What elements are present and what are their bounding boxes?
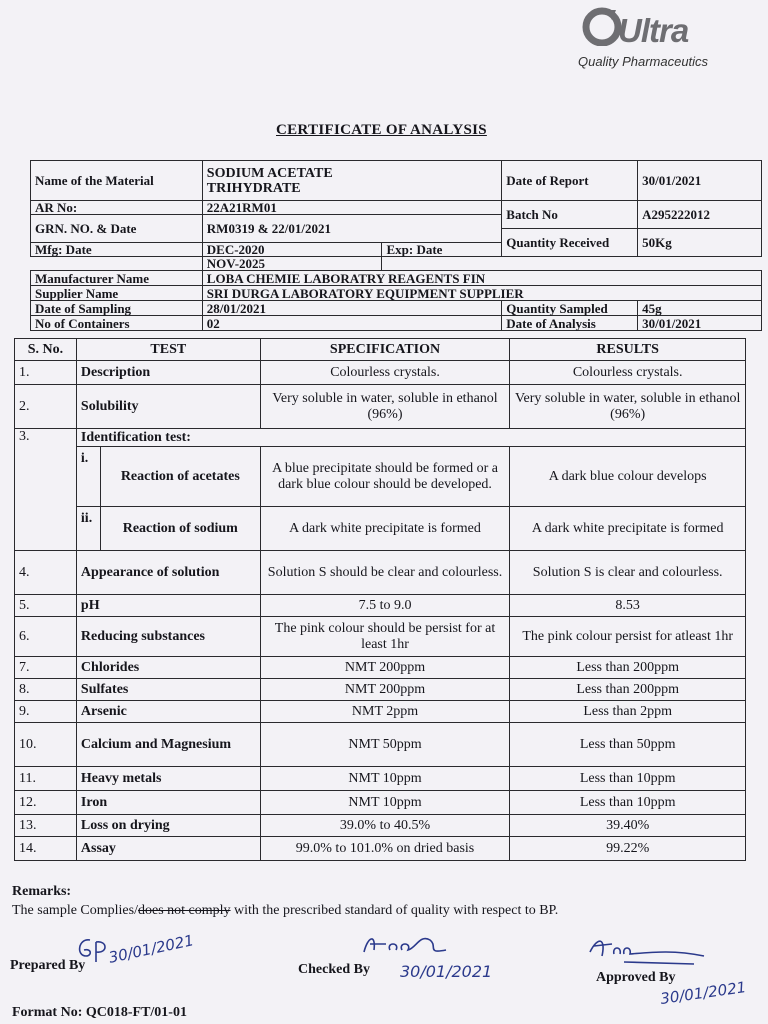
sub-row-specification: A blue precipitate should be formed or a dark blue colour should be developed. (260, 447, 510, 507)
row-sno: 9. (15, 701, 77, 723)
row-result: Colourless crystals. (510, 361, 746, 385)
header-sno: S. No. (15, 339, 77, 361)
sub-row-result: A dark white precipitate is formed (510, 507, 746, 551)
table-row (15, 361, 746, 385)
row-result: Very soluble in water, soluble in ethanol (96%) (510, 385, 746, 429)
sub-row-test: Reaction of sodium (100, 507, 260, 551)
row-specification: NMT 50ppm (260, 723, 510, 767)
row-test: Loss on drying (76, 815, 260, 837)
row-specification: 7.5 to 9.0 (260, 595, 510, 617)
table-row (15, 815, 746, 837)
logo-name: Ultra (618, 12, 689, 49)
row-test: Assay (76, 837, 260, 861)
row-sno: 4. (15, 551, 77, 595)
row-sno: 13. (15, 815, 77, 837)
table-row (15, 679, 746, 701)
supplier-label: Supplier Name (31, 286, 203, 301)
table-row (15, 429, 746, 447)
table-row (15, 791, 746, 815)
row-sno: 12. (15, 791, 77, 815)
row-specification: Very soluble in water, soluble in ethanol (96%) (260, 385, 510, 429)
row-specification: Colourless crystals. (260, 361, 510, 385)
quantity-sampled-label: Quantity Sampled (502, 301, 638, 316)
sub-row-number: i. (76, 447, 100, 507)
manufacturer-value: LOBA CHEMIE LABORATRY REAGENTS FIN (202, 271, 761, 286)
supplier-value: SRI DURGA LABORATORY EQUIPMENT SUPPLIER (202, 286, 761, 301)
sub-row-number: ii. (76, 507, 100, 551)
row-test: Iron (76, 791, 260, 815)
header-specification: SPECIFICATION (260, 339, 510, 361)
ultra-logo-icon (582, 6, 622, 46)
row-test: Calcium and Magnesium (76, 723, 260, 767)
date-of-report-label: Date of Report (502, 161, 638, 201)
name-value (202, 161, 502, 201)
row-specification: NMT 10ppm (260, 767, 510, 791)
row-test: Chlorides (76, 657, 260, 679)
row-result: 99.22% (510, 837, 746, 861)
approved-signature-icon (584, 932, 714, 972)
row-test: Description (76, 361, 260, 385)
row-sno: 10. (15, 723, 77, 767)
row-test: Heavy metals (76, 767, 260, 791)
batch-label: Batch No (502, 201, 638, 229)
row-result: Less than 200ppm (510, 679, 746, 701)
row-specification: 39.0% to 40.5% (260, 815, 510, 837)
grn-label: GRN. NO. & Date (31, 215, 203, 243)
ar-label: AR No: (31, 201, 203, 215)
table-row (15, 723, 746, 767)
exp-label: Exp: Date (382, 243, 502, 257)
row-sno: 1. (15, 361, 77, 385)
batch-value: A295222012 (638, 201, 762, 229)
row-test: Appearance of solution (76, 551, 260, 595)
row-sno: 3. (15, 429, 77, 551)
checked-signature-icon (356, 930, 466, 962)
logo-tagline: Quality Pharmaceutics (578, 54, 709, 69)
remarks-text-part-1: The sample Complies/ (12, 903, 138, 918)
format-number: Format No: QC018-FT/01-01 (12, 1005, 187, 1020)
row-result: Less than 10ppm (510, 767, 746, 791)
row-test: Reducing substances (76, 617, 260, 657)
row-specification: NMT 200ppm (260, 657, 510, 679)
analysis-label: Date of Analysis (502, 316, 638, 331)
row-result: Solution S is clear and colourless. (510, 551, 746, 595)
document-title: CERTIFICATE OF ANALYSIS (276, 122, 487, 138)
row-sno: 8. (15, 679, 77, 701)
row-result: 8.53 (510, 595, 746, 617)
exp-value-spacer (31, 257, 203, 271)
table-row (15, 447, 746, 507)
row-result: Less than 200ppm (510, 657, 746, 679)
approved-date: 30/01/2021 (659, 978, 748, 1008)
row-test: Arsenic (76, 701, 260, 723)
quantity-received-label: Quantity Received (502, 229, 638, 257)
table-row (15, 595, 746, 617)
row-sno: 5. (15, 595, 77, 617)
row-test: pH (76, 595, 260, 617)
row-specification: The pink colour should be persist for at least 1hr (260, 617, 510, 657)
checked-by-label: Checked By (298, 962, 370, 977)
row-sno: 14. (15, 837, 77, 861)
company-logo (574, 4, 734, 76)
table-row (15, 767, 746, 791)
row-result: Less than 50ppm (510, 723, 746, 767)
row-sno: 2. (15, 385, 77, 429)
remarks-heading: Remarks: (12, 884, 72, 899)
header-results: RESULTS (510, 339, 746, 361)
checked-date: 30/01/2021 (400, 962, 493, 981)
quantity-received-value: 50Kg (638, 229, 762, 257)
prepared-by-label: Prepared By (10, 958, 86, 973)
material-info-table (30, 160, 762, 331)
prepared-date: 30/01/2021 (107, 931, 196, 967)
containers-label: No of Containers (31, 316, 203, 331)
exp-value: NOV-2025 (202, 257, 382, 271)
remarks-text (12, 903, 558, 919)
name-label: Name of the Material (31, 161, 203, 201)
sub-row-result: A dark blue colour develops (510, 447, 746, 507)
name-value-line-1: SODIUM ACETATE (206, 165, 333, 181)
header-test: TEST (76, 339, 260, 361)
row-sno: 6. (15, 617, 77, 657)
sampling-value: 28/01/2021 (202, 301, 502, 316)
table-row (15, 701, 746, 723)
remarks-text-part-2: with the prescribed standard of quality with respect to BP. (230, 903, 559, 918)
row-result: Less than 10ppm (510, 791, 746, 815)
row-result: Less than 2ppm (510, 701, 746, 723)
row-sno: 11. (15, 767, 77, 791)
table-row (15, 551, 746, 595)
mfg-value: DEC-2020 (202, 243, 382, 257)
row-specification: NMT 200ppm (260, 679, 510, 701)
table-row (15, 385, 746, 429)
remarks-struck-text: does not comply (137, 903, 231, 918)
table-row (15, 837, 746, 861)
table-row (15, 617, 746, 657)
ar-value: 22A21RM01 (202, 201, 502, 215)
manufacturer-label: Manufacturer Name (31, 271, 203, 286)
test-results-table (14, 338, 746, 861)
table-row (15, 507, 746, 551)
analysis-value: 30/01/2021 (638, 316, 762, 331)
table-row (15, 657, 746, 679)
row-specification: Solution S should be clear and colourless. (260, 551, 510, 595)
row-sno: 7. (15, 657, 77, 679)
sampling-label: Date of Sampling (31, 301, 203, 316)
date-of-report-value: 30/01/2021 (638, 161, 762, 201)
sub-row-test: Reaction of acetates (100, 447, 260, 507)
name-value-line-2: TRIHYDRATE (206, 180, 301, 196)
sub-row-specification: A dark white precipitate is formed (260, 507, 510, 551)
row-test: Identification test: (76, 429, 745, 447)
row-result: The pink colour persist for atleast 1hr (510, 617, 746, 657)
mfg-label: Mfg: Date (31, 243, 203, 257)
quantity-sampled-value: 45g (638, 301, 762, 316)
containers-value: 02 (202, 316, 502, 331)
row-test: Solubility (76, 385, 260, 429)
approved-by-label: Approved By (596, 970, 676, 985)
row-specification: NMT 2ppm (260, 701, 510, 723)
row-result: 39.40% (510, 815, 746, 837)
row-test: Sulfates (76, 679, 260, 701)
row-specification: NMT 10ppm (260, 791, 510, 815)
grn-value: RM0319 & 22/01/2021 (202, 215, 502, 243)
row-specification: 99.0% to 101.0% on dried basis (260, 837, 510, 861)
